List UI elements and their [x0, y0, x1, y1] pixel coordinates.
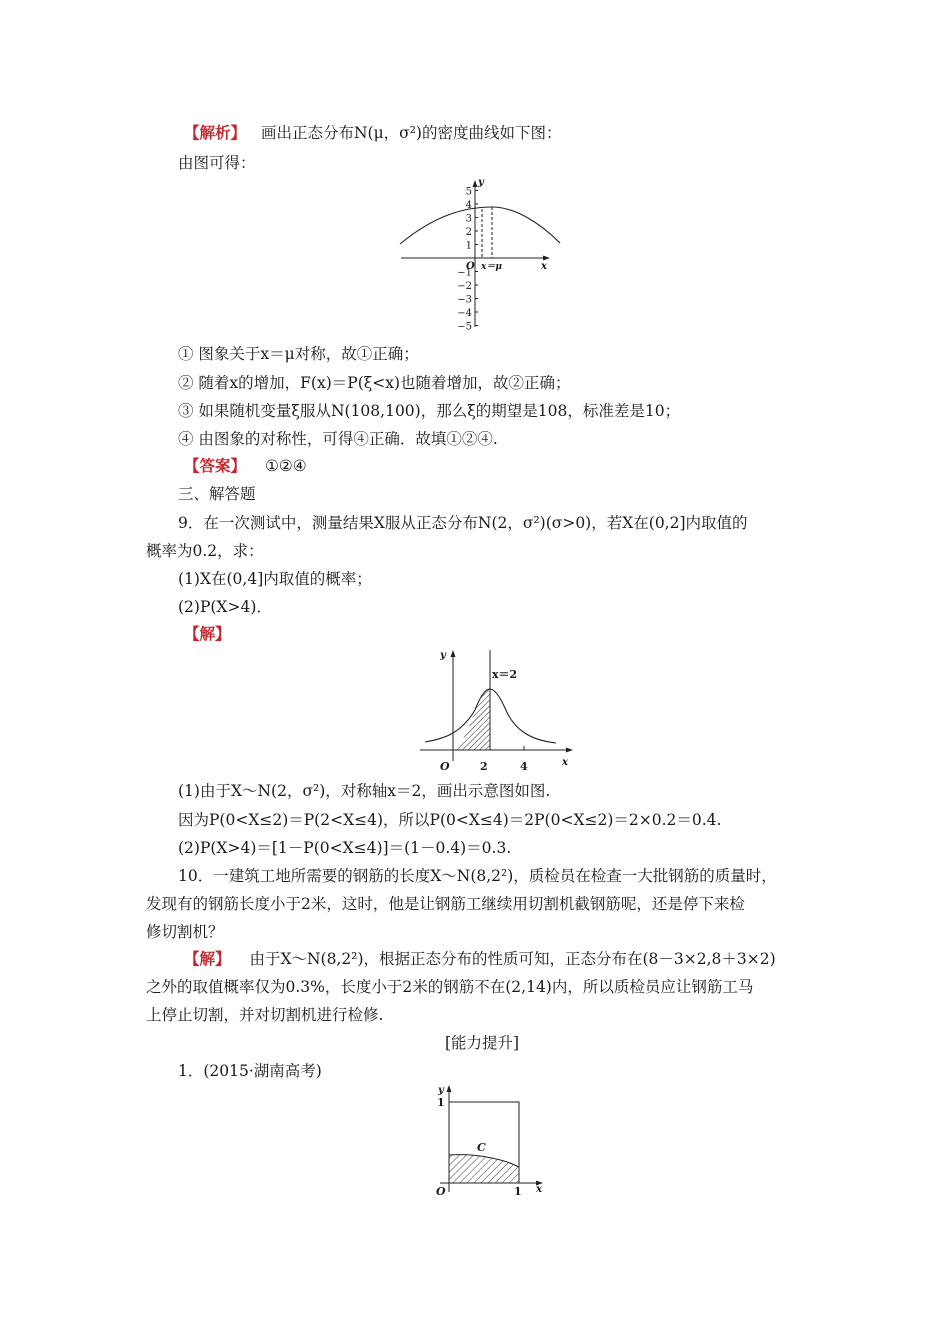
- fig1-y-tick-label: −4: [457, 308, 472, 319]
- analysis-point-3: ③ 如果随机变量ξ服从N(108,100)，那么ξ的期望是108，标准差是10；: [178, 402, 681, 420]
- unit-square-figure: [428, 1080, 558, 1200]
- q10-solution-2: 之外的取值概率仅为0.3%，长度小于2米的钢筋不在(2,14)内，所以质检员应让钢筋工马: [146, 978, 754, 996]
- fig1-y-tick-label: 3: [465, 213, 472, 225]
- section-heading: 三、解答题: [178, 485, 256, 503]
- fig2-tick-4: 4: [520, 760, 528, 773]
- normal-curve-figure: [395, 175, 565, 335]
- answer-tag: 【答案】: [184, 456, 247, 475]
- fig1-mu-label: x＝μ: [481, 262, 502, 272]
- fig3-x-label: x: [536, 1184, 542, 1195]
- analysis-point-4: ④ 由图象的对称性，可得④正确．故填①②④.: [178, 430, 498, 448]
- q10-solution-1: 由于X～N(8,2²)，根据正态分布的性质可知，正态分布在(8－3×2,8＋3×2): [249, 950, 776, 968]
- fig1-y-tick-label: −3: [457, 294, 472, 306]
- fig2-axis-label: x＝2: [492, 668, 518, 681]
- analysis-intro: 画出正态分布N(μ，σ²)的密度曲线如下图：: [260, 124, 562, 142]
- answer-text: ①②④: [264, 457, 307, 475]
- analysis-from-figure: 由图可得：: [178, 154, 256, 172]
- q10-solution-block: [184, 949, 776, 969]
- q10-line-2: 发现有的钢筋长度小于2米，这时，他是让钢筋工继续用切割机截钢筋呢，还是停下来检: [146, 895, 745, 913]
- fig1-y-tick-label: 2: [465, 227, 472, 238]
- fig1-y-tick-label: 1: [465, 240, 472, 252]
- q9-line-2: 概率为0.2，求：: [146, 542, 264, 560]
- q9-solution-3: (2)P(X>4)＝[1－P(0<X≤4)]＝(1－0.4)＝0.3.: [178, 839, 512, 857]
- fig1-y-tick-label: −1: [457, 267, 472, 279]
- q1-title: 1．(2015·湖南高考): [178, 1062, 322, 1080]
- q10-solution-3: 上停止切割，并对切割机进行检修.: [146, 1006, 384, 1024]
- fig1-y-tick-label: −2: [457, 281, 472, 292]
- fig2-x-label: x: [562, 757, 568, 768]
- fig2-y-label: y: [440, 650, 446, 661]
- analysis-point-1: ① 图象关于x＝μ对称，故①正确；: [178, 345, 419, 363]
- fig2-tick-2: 2: [480, 760, 488, 773]
- q10-line-1: 10．一建筑工地所需要的钢筋的长度X～N(8,2²)，质检员在检查一大批钢筋的质量时，: [178, 867, 777, 885]
- fig2-origin: O: [440, 760, 450, 773]
- analysis-point-2: ② 随着x的增加，F(x)＝P(ξ<x)也随着增加，故②正确；: [178, 374, 571, 392]
- q9-sub-1: (1)X在(0,4]内取值的概率；: [178, 570, 372, 588]
- fig1-y-tick-label: 4: [465, 200, 472, 211]
- fig3-y-tick: 1: [437, 1096, 445, 1109]
- answer-block: [184, 456, 307, 476]
- q10-solution-tag: 【解】: [184, 949, 231, 968]
- q9-solution-1: (1)由于X～N(2，σ²)，对称轴x＝2，画出示意图如图.: [178, 782, 551, 800]
- q9-sub-2: (2)P(X>4)．: [178, 598, 272, 616]
- fig1-origin: O: [466, 261, 475, 272]
- fig1-y-label: y: [478, 177, 484, 188]
- ability-heading: [能力提升]: [445, 1034, 520, 1052]
- q9-solution-tag: 【解】: [184, 624, 231, 643]
- fig1-y-tick-label: −5: [457, 321, 472, 333]
- bell-curve-figure: [420, 645, 580, 775]
- fig3-region-label: C: [477, 1141, 486, 1154]
- q10-line-3: 修切割机？: [146, 923, 224, 941]
- q9-solution-2: 因为P(0<X≤2)＝P(2<X≤4)，所以P(0<X≤4)＝2P(0<X≤2)＝2×0.2＝0.4.: [178, 811, 722, 829]
- fig3-x-tick: 1: [514, 1185, 522, 1198]
- fig3-origin: O: [436, 1185, 446, 1198]
- fig3-y-label: y: [438, 1085, 444, 1096]
- analysis-tag: 【解析】: [184, 123, 247, 142]
- fig1-y-tick-label: 5: [465, 186, 472, 198]
- analysis-block: [184, 123, 561, 143]
- q9-line-1: 9．在一次测试中，测量结果X服从正态分布N(2，σ²)(σ>0)，若X在(0,2]内取值的: [178, 514, 748, 532]
- fig1-x-label: x: [541, 261, 547, 272]
